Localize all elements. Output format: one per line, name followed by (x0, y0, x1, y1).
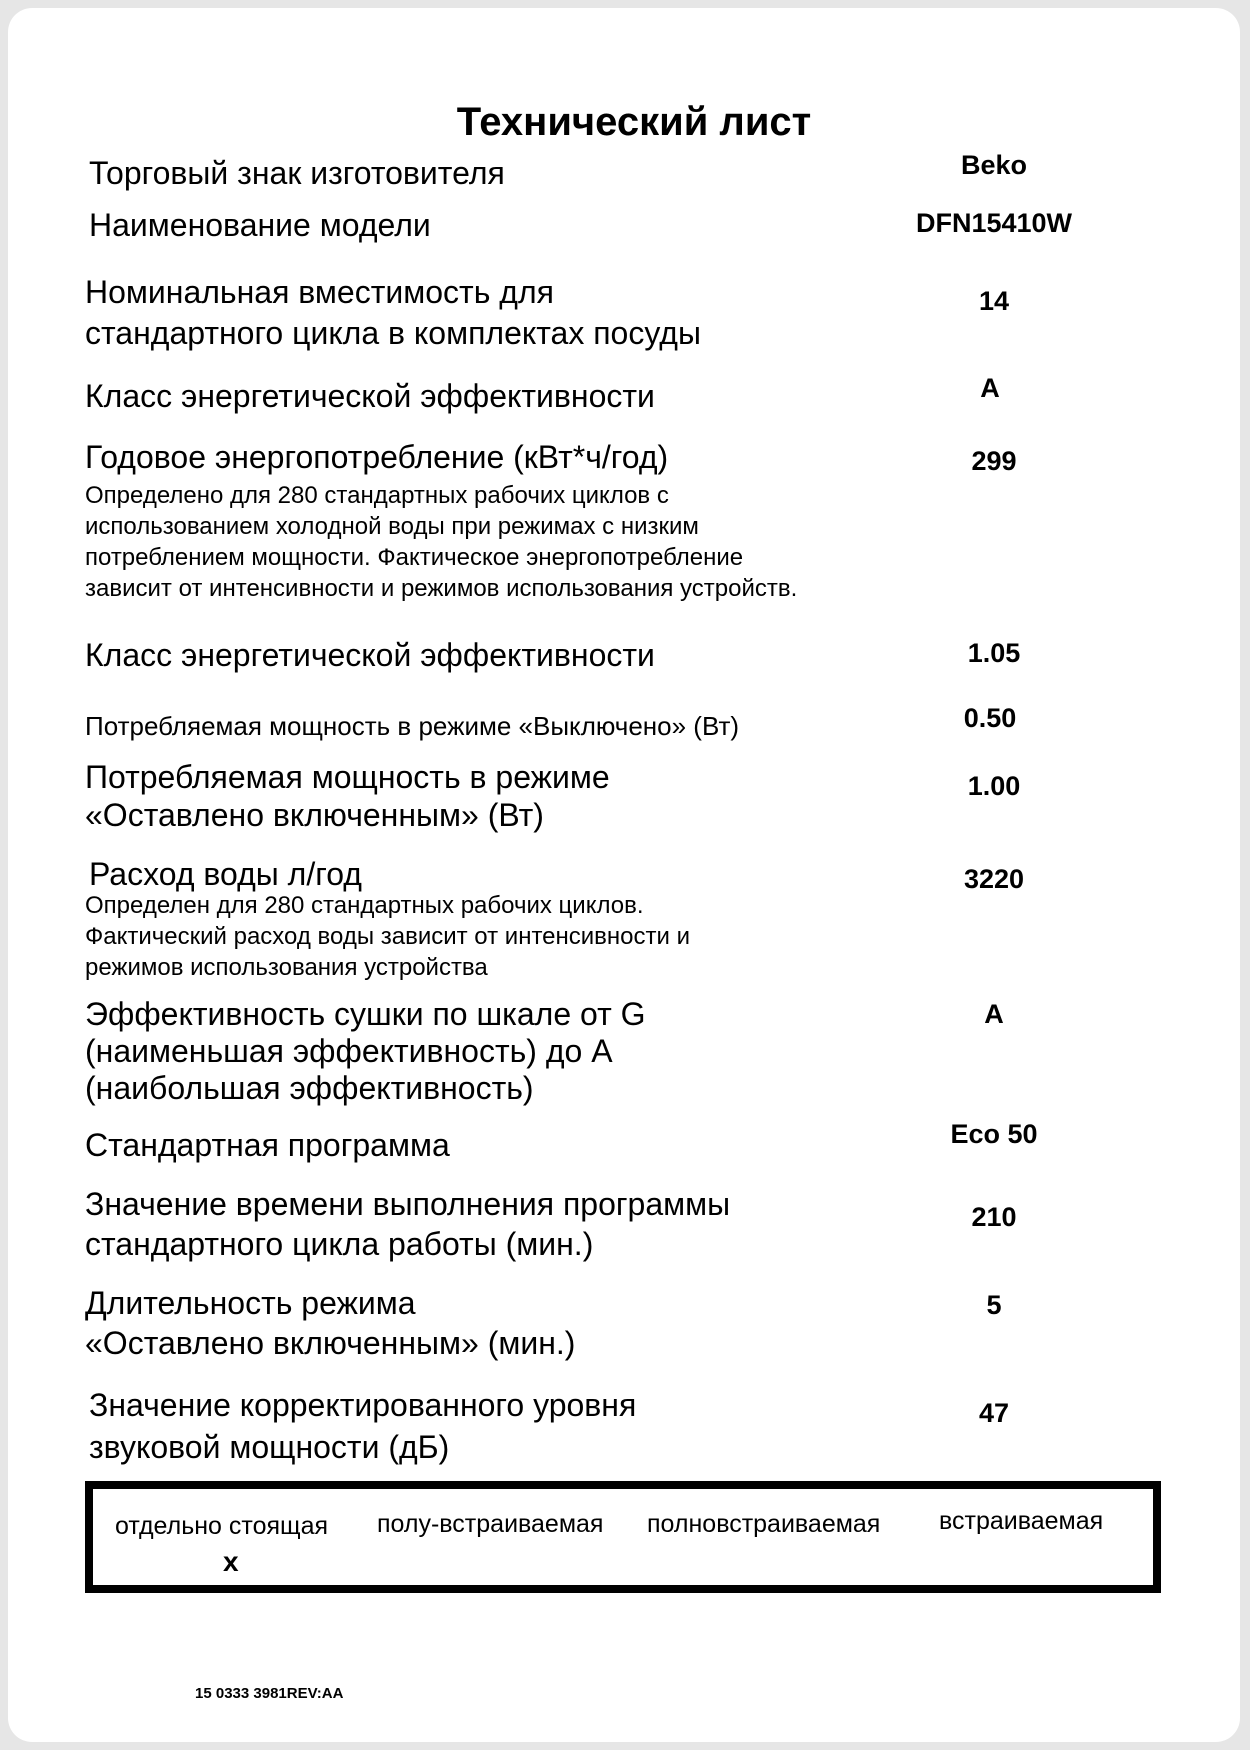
row-label-capacity-1: Номинальная вместимость для (85, 274, 554, 310)
row-note-annual-energy-3: потреблением мощности. Фактическое энергопотребление (85, 544, 744, 571)
installation-option-semi-integrated: полу-встраиваемая (377, 1510, 604, 1538)
row-label-drying-3: (наибольшая эффективность) (85, 1070, 534, 1106)
row-label-left-on-power-1: Потребляемая мощность в режиме (85, 759, 610, 795)
row-label-annual-energy: Годовое энергопотребление (кВт*ч/год) (85, 439, 669, 475)
row-label-program-time-2: стандартного цикла работы (мин.) (85, 1226, 594, 1262)
row-value-off-power: 0.50 (963, 703, 1017, 733)
row-note-annual-energy-1: Определено для 280 стандартных рабочих циклов с (85, 482, 669, 509)
row-label-noise-1: Значение корректированного уровня (89, 1387, 637, 1423)
row-label-program: Стандартная программа (85, 1127, 450, 1163)
row-label-water: Расход воды л/год (89, 856, 362, 892)
row-label-energy-class: Класс энергетической эффективности (85, 378, 655, 414)
row-value-annual-energy: 299 (971, 446, 1017, 476)
installation-type-box (85, 1481, 1161, 1593)
installation-option-freestanding: отдельно стоящая (115, 1512, 329, 1540)
row-note-annual-energy-4: зависит от интенсивности и режимов использования устройств. (85, 575, 798, 602)
installation-option-fully-integrated: полновстраиваемая (647, 1510, 881, 1538)
document-title: Технический лист (456, 100, 812, 144)
row-value-drying: A (984, 999, 1004, 1029)
row-value-noise: 47 (978, 1398, 1010, 1428)
document-code: 15 0333 3981REV:AA (195, 1685, 344, 1702)
row-note-annual-energy-2: использованием холодной воды при режимах с низким (85, 513, 699, 540)
row-note-water-3: режимов использования устройства (85, 954, 488, 981)
row-note-water-2: Фактический расход воды зависит от интенсивности и (85, 923, 691, 950)
row-value-capacity: 14 (978, 286, 1010, 316)
row-value-water: 3220 (963, 864, 1025, 894)
row-value-left-on-power: 1.00 (967, 771, 1021, 801)
row-label-capacity-2: стандартного цикла в комплектах посуды (85, 315, 701, 351)
installation-selected-mark: x (223, 1546, 239, 1577)
row-label-drying-1: Эффективность сушки по шкале от G (85, 996, 646, 1032)
row-value-brand: Beko (960, 150, 1028, 180)
row-label-noise-2: звуковой мощности (дБ) (89, 1429, 450, 1465)
row-value-model: DFN15410W (915, 208, 1073, 238)
row-value-program-time: 210 (971, 1202, 1017, 1232)
row-label-drying-2: (наименьшая эффективность) до A (85, 1033, 613, 1069)
row-label-left-on-power-2: «Оставлено включенным» (Вт) (85, 797, 544, 833)
row-value-energy-efficiency: 1.05 (967, 638, 1021, 668)
row-label-program-time-1: Значение времени выполнения программы (85, 1186, 731, 1222)
row-label-off-power: Потребляемая мощность в режиме «Выключено» (Вт) (85, 711, 740, 741)
row-value-program: Eco 50 (950, 1119, 1038, 1149)
row-note-water-1: Определен для 280 стандартных рабочих циклов. (85, 892, 644, 919)
row-label-left-on-duration-2: «Оставлено включенным» (мин.) (85, 1325, 576, 1361)
installation-option-built-in: встраиваемая (939, 1507, 1104, 1535)
row-value-left-on-duration: 5 (986, 1290, 1002, 1320)
row-label-energy-efficiency: Класс энергетической эффективности (85, 637, 655, 673)
row-label-brand: Торговый знак изготовителя (89, 155, 505, 191)
row-label-model: Наименование модели (89, 207, 431, 243)
row-label-left-on-duration-1: Длительность режима (85, 1285, 416, 1321)
row-value-energy-class: A (980, 373, 1000, 403)
